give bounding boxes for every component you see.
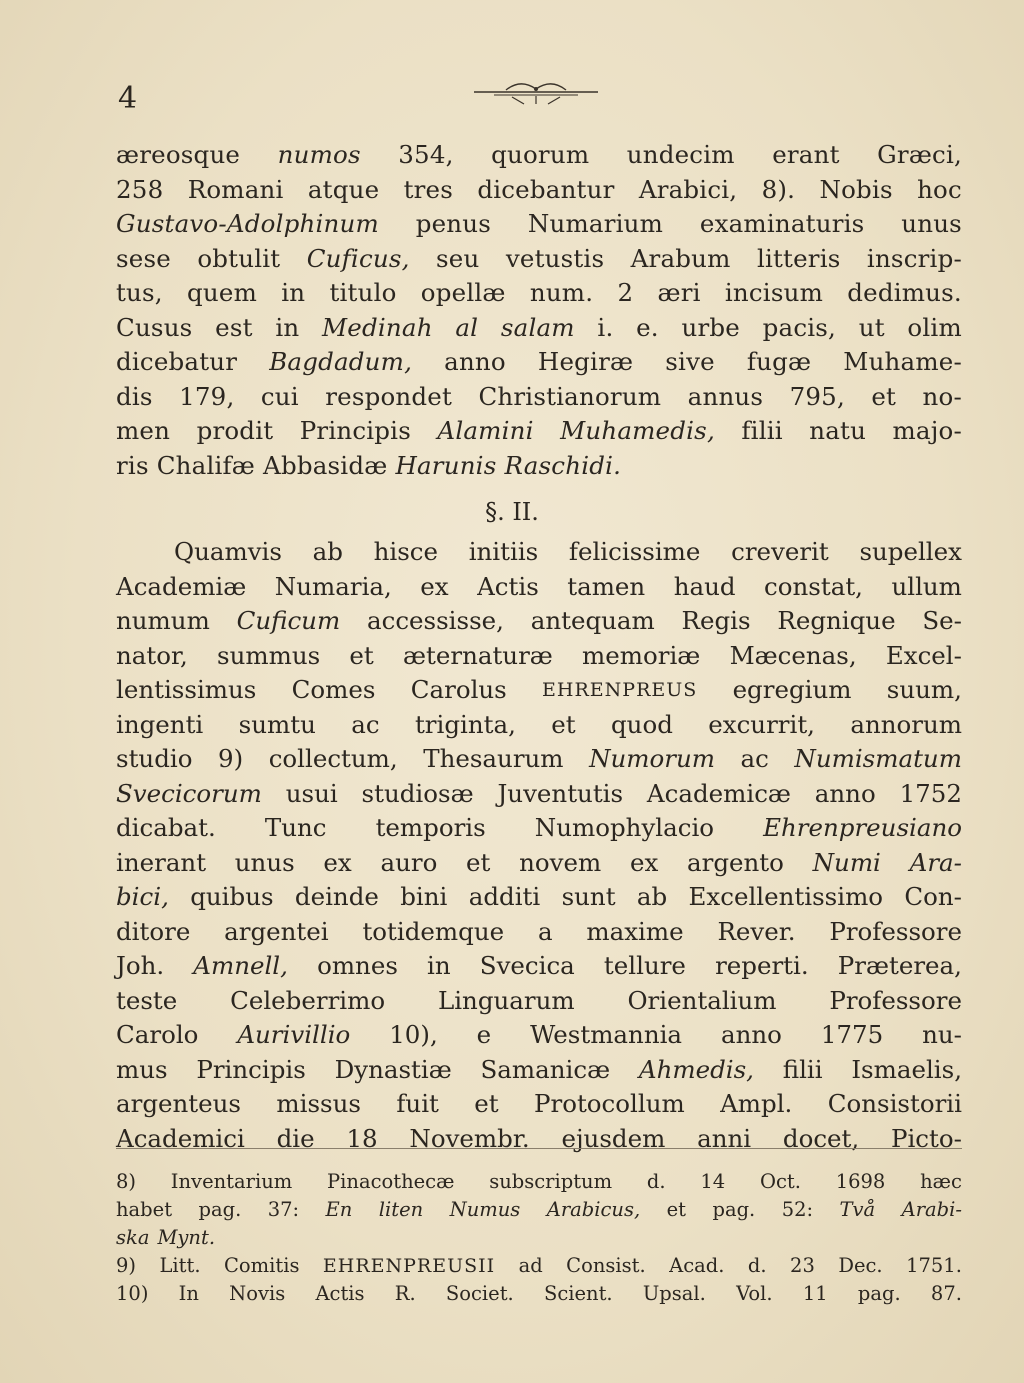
word: al — [455, 312, 479, 342]
paragraph-2 — [116, 535, 962, 1156]
word: respondet — [325, 381, 453, 411]
text-line — [116, 1168, 962, 1196]
text-line — [116, 207, 962, 242]
word: Consist. — [566, 1254, 646, 1277]
text-line — [116, 449, 962, 484]
word: Comes — [291, 675, 376, 704]
word: d. — [747, 1254, 767, 1277]
word: Scient. — [543, 1282, 613, 1305]
word: Hegiræ — [537, 347, 634, 376]
word: Quamvis — [174, 537, 282, 566]
word: 354, — [398, 140, 454, 169]
word: hoc — [917, 174, 962, 204]
word: ex — [629, 847, 659, 877]
word: summus — [217, 640, 321, 670]
word: dicebantur — [477, 174, 615, 204]
word: 14 — [700, 1170, 726, 1193]
word: omnes — [317, 951, 398, 980]
word: nator, — [116, 640, 188, 670]
word: tus, — [116, 278, 163, 307]
word: Numi — [812, 847, 881, 877]
word: Carolus — [410, 675, 507, 704]
text-line — [116, 777, 962, 812]
word: Picto- — [890, 1123, 962, 1153]
word: i. — [597, 312, 614, 342]
word: Numaria, — [274, 571, 392, 601]
word: Mæcenas, — [729, 640, 857, 670]
word: ditore — [116, 916, 191, 946]
word: dis — [116, 381, 153, 411]
word: Novis — [229, 1282, 286, 1305]
text-line — [116, 880, 962, 915]
word: Numophylacio — [534, 813, 715, 842]
word: inscrip- — [866, 243, 962, 273]
word: temporis — [375, 813, 486, 842]
text-line — [116, 1196, 962, 1224]
word: felicissime — [568, 537, 701, 566]
word: subscriptum — [489, 1170, 613, 1193]
word: ab — [312, 537, 343, 566]
word: atque — [307, 174, 380, 204]
word: anno — [720, 1020, 782, 1049]
word: in — [275, 312, 300, 342]
word: Bagdadum, — [269, 347, 413, 376]
word: Arabum — [630, 243, 731, 273]
text-line — [116, 345, 962, 380]
text-line — [116, 242, 962, 277]
word: Litt. — [159, 1254, 201, 1277]
word: constat, — [764, 571, 863, 601]
word: Christianorum — [478, 381, 662, 411]
word: Ehrenpreusiano — [763, 813, 962, 842]
text-line — [116, 742, 962, 777]
text-line — [116, 173, 962, 208]
word: Oct. — [759, 1170, 801, 1193]
word: pag. — [712, 1198, 756, 1221]
word: usui — [285, 778, 338, 808]
word: Con- — [904, 882, 962, 911]
word: Alamini — [437, 416, 534, 445]
word: 11 — [802, 1282, 828, 1305]
word: Numarium — [527, 209, 664, 238]
word: Academici — [116, 1123, 245, 1153]
word: additi — [468, 882, 541, 911]
word: 1775 — [820, 1020, 884, 1049]
word: pag. — [198, 1198, 242, 1221]
word: fugæ — [746, 347, 812, 376]
word: Dynastiæ — [334, 1054, 452, 1084]
word: Samanicæ — [480, 1054, 611, 1084]
word: urbe — [681, 312, 740, 342]
text-line — [116, 1122, 962, 1157]
word: Ampl. — [720, 1089, 793, 1118]
word: Principis — [299, 416, 411, 445]
word: prodit — [196, 416, 274, 445]
word: Regnique — [777, 606, 896, 635]
word: En — [325, 1198, 353, 1221]
word: 8). — [761, 174, 796, 204]
word: Westmannia — [530, 1020, 683, 1049]
word: num. — [529, 278, 594, 307]
word: men — [116, 416, 171, 445]
word: majo- — [892, 416, 962, 445]
text-line — [116, 1087, 962, 1122]
text-line — [116, 311, 962, 346]
word: cui — [260, 381, 299, 411]
word: Romani — [187, 174, 284, 204]
word: Consistorii — [827, 1089, 962, 1118]
word: maxime — [586, 916, 684, 946]
word: Cuficus, — [306, 243, 410, 273]
word: studiosæ — [361, 778, 474, 808]
word: EHRENPREUSII — [322, 1255, 496, 1277]
text-line — [116, 1053, 962, 1088]
word: Juventutis — [497, 778, 624, 808]
word: quorum — [491, 140, 590, 169]
word: Comitis — [223, 1254, 300, 1277]
word: Actis — [477, 571, 539, 601]
word: filii — [782, 1054, 823, 1084]
text-line — [116, 846, 962, 881]
text-line — [116, 1018, 962, 1053]
word: Academiæ — [116, 571, 247, 601]
word: Muhame- — [843, 347, 962, 376]
word: Linguarum — [437, 985, 575, 1015]
word: Protocollum — [534, 1089, 685, 1118]
word: in — [281, 278, 306, 307]
word: Societ. — [445, 1282, 514, 1305]
word: ac — [351, 709, 380, 739]
word: reperti. — [715, 951, 809, 980]
word: lentissimus — [116, 675, 257, 704]
word: et — [474, 1089, 499, 1118]
word: Acad. — [669, 1254, 725, 1277]
word: Muhamedis, — [560, 416, 715, 445]
word: unus — [234, 847, 295, 877]
word: deinde — [294, 882, 379, 911]
word: olim — [907, 312, 962, 342]
word: Principis — [196, 1054, 306, 1084]
word: totidemque — [362, 916, 505, 946]
word: sunt — [561, 882, 616, 911]
word: salam — [500, 312, 575, 342]
word: titulo — [329, 278, 397, 307]
word: Arabicus, — [546, 1198, 641, 1221]
word: sive — [665, 347, 715, 376]
word: examinaturis — [699, 209, 865, 238]
word: est — [215, 312, 253, 342]
word: annus — [687, 381, 764, 411]
word: æri — [657, 278, 701, 307]
footnotes — [116, 1168, 962, 1308]
word: Harunis — [395, 450, 497, 480]
text-line — [116, 708, 962, 743]
word: 10), — [389, 1020, 438, 1049]
word: EHRENPREUS — [542, 679, 698, 701]
word: tres — [403, 174, 454, 204]
word: collectum, — [268, 744, 398, 773]
word: anno — [444, 347, 506, 376]
word: Cusus — [116, 312, 193, 342]
text-line — [116, 1224, 962, 1252]
word: 87. — [930, 1282, 962, 1305]
word: quibus — [190, 882, 274, 911]
word: 258 — [116, 174, 164, 204]
word: æreosque — [116, 140, 241, 169]
word: Novembr. — [409, 1123, 530, 1153]
word: argentei — [224, 916, 329, 946]
word: obtulit — [197, 243, 281, 273]
word: 179, — [179, 381, 235, 411]
word: anno — [814, 778, 876, 808]
word: a — [537, 916, 553, 946]
word: litteris — [756, 243, 841, 273]
word: quod — [610, 709, 673, 739]
word: anni — [697, 1123, 752, 1153]
word: e — [476, 1020, 492, 1049]
word: 9) — [116, 1254, 137, 1277]
word: fuit — [396, 1089, 439, 1118]
word: unus — [901, 209, 962, 238]
word: 1752 — [899, 778, 962, 808]
word: Regis — [681, 606, 751, 635]
word: hisce — [373, 537, 439, 566]
word: Excellentissimo — [688, 882, 884, 911]
word: et — [466, 847, 491, 877]
page-number: 4 — [118, 81, 138, 116]
word: hæc — [920, 1170, 962, 1193]
word: Numorum — [589, 744, 715, 773]
word: Professore — [829, 985, 962, 1015]
word: Actis — [315, 1282, 365, 1305]
word: pag. — [857, 1282, 901, 1305]
word: Ahmedis, — [638, 1054, 754, 1084]
word: liten — [378, 1198, 424, 1221]
word: Celeberrimo — [230, 985, 386, 1015]
word: Aurivillio — [237, 1020, 351, 1049]
word: filii — [741, 416, 783, 445]
word: annorum — [850, 709, 962, 739]
text-line — [116, 984, 962, 1019]
word: supellex — [859, 537, 962, 566]
word: ingenti — [116, 709, 204, 739]
word: seu — [436, 243, 480, 273]
word: bini — [400, 882, 448, 911]
text-line — [116, 138, 962, 173]
word: 9) — [218, 744, 244, 773]
word: 52: — [781, 1198, 814, 1221]
word: Academicæ — [646, 778, 791, 808]
word: Amnell, — [193, 951, 288, 980]
word: habet — [116, 1198, 173, 1221]
word: Nobis — [819, 174, 893, 204]
text-line — [116, 276, 962, 311]
word: penus — [415, 209, 492, 238]
word: suum, — [886, 675, 962, 704]
word: ska — [116, 1226, 150, 1249]
word: 1698 — [835, 1170, 886, 1193]
word: Numismatum — [794, 744, 962, 773]
word: sese — [116, 243, 171, 273]
word: dicabat. — [116, 813, 216, 842]
word: triginta, — [414, 709, 516, 739]
word: creverit — [731, 537, 829, 566]
word: numum — [116, 606, 210, 635]
word: Se- — [922, 606, 962, 635]
word: et — [871, 381, 897, 411]
word: Två — [839, 1198, 876, 1221]
word: Raschidi. — [504, 450, 622, 480]
word: egregium — [732, 675, 852, 704]
word: Mynt. — [157, 1226, 216, 1249]
word: accessisse, — [366, 606, 504, 635]
word: Carolo — [116, 1020, 199, 1049]
word: antequam — [530, 606, 655, 635]
word: Dec. — [838, 1254, 883, 1277]
word: mus — [116, 1054, 168, 1084]
word: ris — [116, 450, 149, 480]
word: 18 — [346, 1123, 378, 1153]
word: et — [551, 709, 576, 739]
text-line — [116, 535, 962, 570]
word: Orientalium — [627, 985, 777, 1015]
word: Numus — [449, 1198, 521, 1221]
word: ab — [636, 882, 668, 911]
word: numos — [277, 140, 361, 169]
word: erant — [772, 140, 840, 169]
word: dedimus. — [847, 278, 962, 307]
word: excurrit, — [708, 709, 815, 739]
word: Pinacothecæ — [327, 1170, 455, 1193]
word: studio — [116, 744, 193, 773]
word: incisum — [724, 278, 824, 307]
word: novem — [519, 847, 602, 877]
word: ac — [740, 744, 769, 773]
text-line — [116, 915, 962, 950]
word: e. — [636, 312, 659, 342]
word: haud — [673, 571, 736, 601]
word: ejusdem — [561, 1123, 666, 1153]
word: ex — [323, 847, 352, 877]
word: 2 — [617, 278, 634, 307]
word: tellure — [603, 951, 686, 980]
word: inerant — [116, 847, 207, 877]
word: die — [276, 1123, 315, 1153]
word: missus — [276, 1089, 361, 1118]
word: In — [178, 1282, 199, 1305]
word: Græci, — [877, 140, 962, 169]
text-line — [116, 570, 962, 605]
word: 10) — [116, 1282, 149, 1305]
word: undecim — [626, 140, 735, 169]
text-line — [116, 811, 962, 846]
text-line — [116, 639, 962, 674]
word: docet, — [782, 1123, 860, 1153]
text-line — [116, 1252, 962, 1280]
word: pacis, — [762, 312, 837, 342]
word: ullum — [891, 571, 962, 601]
word: 37: — [267, 1198, 300, 1221]
decorative-headpiece-icon — [466, 80, 606, 108]
word: initiis — [468, 537, 539, 566]
word: et — [349, 640, 374, 670]
word: natu — [809, 416, 867, 445]
footnote-rule — [116, 1148, 962, 1149]
word: Arabi- — [901, 1198, 962, 1221]
word: 23 — [790, 1254, 815, 1277]
word: argenteus — [116, 1089, 241, 1118]
word: Ara- — [909, 847, 962, 877]
word: Chalifæ — [156, 450, 256, 480]
word: æternaturæ — [402, 640, 553, 670]
word: Svecicorum — [116, 778, 262, 808]
text-line — [116, 673, 962, 708]
text-line — [116, 1280, 962, 1308]
word: Præterea, — [837, 951, 962, 980]
word: d. — [646, 1170, 666, 1193]
word: et — [666, 1198, 687, 1221]
word: dicebatur — [116, 347, 238, 376]
word: vetustis — [505, 243, 605, 273]
word: ut — [858, 312, 885, 342]
word: sumtu — [238, 709, 316, 739]
word: no- — [922, 381, 962, 411]
text-line — [116, 949, 962, 984]
word: nu- — [922, 1020, 962, 1049]
word: R. — [394, 1282, 416, 1305]
word: Vol. — [736, 1282, 773, 1305]
word: ex — [420, 571, 449, 601]
word: Arabici, — [638, 174, 738, 204]
word: Thesaurum — [423, 744, 564, 773]
word: tamen — [567, 571, 646, 601]
word: Inventarium — [170, 1170, 293, 1193]
word: teste — [116, 985, 178, 1015]
word: Cuficum — [236, 606, 341, 635]
word: auro — [380, 847, 438, 877]
word: Svecica — [479, 951, 575, 980]
word: memoriæ — [582, 640, 701, 670]
paragraph-1 — [116, 138, 962, 483]
word: argento — [687, 847, 784, 877]
word: 8) — [116, 1170, 137, 1193]
word: Gustavo-Adolphinum — [116, 209, 379, 238]
text-line — [116, 604, 962, 639]
word: in — [427, 951, 451, 980]
word: 795, — [789, 381, 845, 411]
word: quem — [187, 278, 258, 307]
word: Abbasidæ — [263, 450, 388, 480]
word: bici, — [116, 882, 169, 911]
word: Joh. — [116, 951, 165, 980]
word: ad — [518, 1254, 543, 1277]
word: Medinah — [322, 312, 433, 342]
word: opellæ — [420, 278, 506, 307]
word: Tunc — [264, 813, 327, 842]
text-line — [116, 414, 962, 449]
word: Ismaelis, — [851, 1054, 962, 1084]
word: Upsal. — [642, 1282, 706, 1305]
word: 1751. — [906, 1254, 962, 1277]
word: Excel- — [885, 640, 962, 670]
word: Professore — [829, 916, 962, 946]
section-heading: §. II. — [485, 498, 539, 526]
text-line — [116, 380, 962, 415]
word: Rever. — [717, 916, 796, 946]
